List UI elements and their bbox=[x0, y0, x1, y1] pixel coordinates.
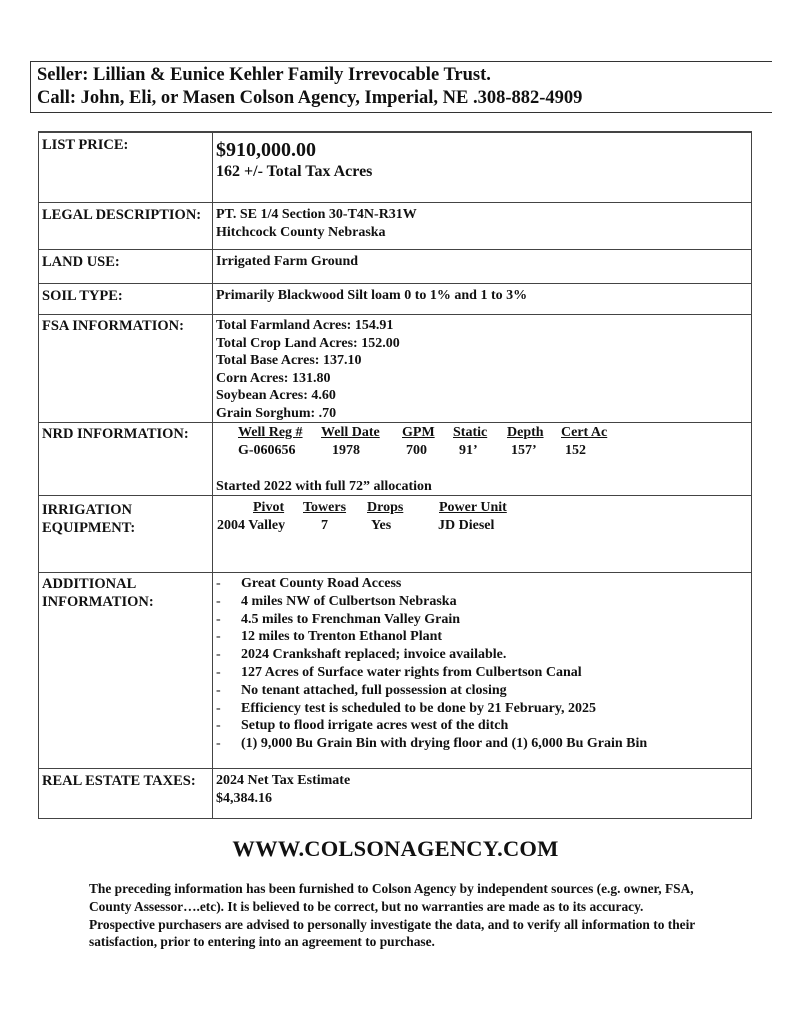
fsa-line: Total Crop Land Acres: 152.00 bbox=[216, 335, 400, 351]
nrd-header-well-reg: Well Reg # bbox=[238, 425, 303, 440]
taxes-label: REAL ESTATE TAXES: bbox=[42, 773, 196, 789]
nrd-depth: 157’ bbox=[511, 443, 537, 458]
nrd-header-cert-ac: Cert Ac bbox=[561, 425, 608, 440]
taxes-line-1: 2024 Net Tax Estimate bbox=[216, 773, 351, 788]
list-item: - 4 miles NW of Culbertson Nebraska bbox=[213, 593, 647, 611]
total-acres: 162 +/- Total Tax Acres bbox=[216, 163, 373, 180]
list-item: - (1) 9,000 Bu Grain Bin with drying floor and (1) 6,000 Bu Grain Bin bbox=[213, 735, 647, 753]
irrigation-pivot: 2004 Valley bbox=[217, 518, 286, 533]
soil-value: Primarily Blackwood Silt loam 0 to 1% and 1 to 3% bbox=[216, 288, 528, 303]
irrigation-header-drops: Drops bbox=[367, 500, 404, 515]
irrigation-label-2: EQUIPMENT: bbox=[42, 520, 136, 536]
legal-label: LEGAL DESCRIPTION: bbox=[42, 207, 202, 223]
list-item: - 12 miles to Trenton Ethanol Plant bbox=[213, 628, 647, 646]
row-list-price bbox=[39, 132, 751, 203]
disclaimer: The preceding information has been furnished to Colson Agency by independent sources (e.g. owner, FSA, County Assessor….etc). It is believed to be correct, but no warranties are made as to its accuracy. Prospective purchasers are advised to personally investigate the data, and to verify all information to their satisfaction, prior to entering into an agreement to purchase. bbox=[89, 881, 696, 950]
row-additional bbox=[39, 572, 751, 769]
fsa-label: FSA INFORMATION: bbox=[42, 318, 184, 334]
irrigation-header-towers: Towers bbox=[303, 500, 347, 515]
legal-line-1: PT. SE 1/4 Section 30-T4N-R31W bbox=[216, 207, 417, 222]
website-url: WWW.COLSONAGENCY.COM bbox=[232, 836, 559, 861]
call-line: Call: John, Eli, or Masen Colson Agency, Imperial, NE .308-882-4909 bbox=[37, 88, 583, 108]
list-price-label: LIST PRICE: bbox=[42, 137, 129, 153]
additional-list bbox=[213, 575, 647, 753]
list-item: - 2024 Crankshaft replaced; invoice available. bbox=[213, 646, 647, 664]
list-item: - 4.5 miles to Frenchman Valley Grain bbox=[213, 611, 647, 629]
fsa-line: Grain Sorghum: .70 bbox=[216, 406, 337, 421]
nrd-label: NRD INFORMATION: bbox=[42, 426, 189, 442]
fsa-line: Corn Acres: 131.80 bbox=[216, 370, 331, 386]
nrd-header-depth: Depth bbox=[507, 425, 544, 440]
listing-table bbox=[38, 131, 752, 819]
row-taxes bbox=[39, 768, 751, 819]
fsa-line: Total Base Acres: 137.10 bbox=[216, 353, 362, 369]
nrd-static: 91’ bbox=[459, 443, 478, 458]
irrigation-label-1: IRRIGATION bbox=[42, 502, 132, 518]
list-item: - 127 Acres of Surface water rights from Culbertson Canal bbox=[213, 664, 647, 682]
list-item: - Efficiency test is scheduled to be done by 21 February, 2025 bbox=[213, 700, 647, 718]
row-fsa bbox=[39, 314, 751, 423]
irrigation-drops: Yes bbox=[371, 518, 392, 533]
nrd-header-static: Static bbox=[453, 425, 488, 440]
land-use-label: LAND USE: bbox=[42, 254, 120, 270]
land-use-value: Irrigated Farm Ground bbox=[216, 254, 359, 269]
nrd-well-reg: G-060656 bbox=[238, 443, 296, 458]
list-price-value: $910,000.00 bbox=[216, 139, 316, 161]
nrd-header-well-date: Well Date bbox=[321, 425, 380, 440]
list-item: - Setup to flood irrigate acres west of the ditch bbox=[213, 717, 647, 735]
seller-line: Seller: Lillian & Eunice Kehler Family Irrevocable Trust. bbox=[37, 65, 491, 85]
taxes-amount: $4,384.16 bbox=[216, 791, 272, 806]
row-nrd bbox=[39, 422, 751, 496]
list-item: - Great County Road Access bbox=[213, 575, 647, 593]
irrigation-towers: 7 bbox=[321, 518, 328, 533]
irrigation-header-pivot: Pivot bbox=[253, 500, 285, 515]
row-legal bbox=[39, 202, 751, 250]
row-land-use bbox=[39, 249, 751, 284]
nrd-header-gpm: GPM bbox=[402, 425, 435, 440]
irrigation-power-unit: JD Diesel bbox=[438, 518, 495, 533]
row-irrigation bbox=[39, 495, 751, 573]
nrd-gpm: 700 bbox=[406, 443, 427, 458]
fsa-line: Total Farmland Acres: 154.91 bbox=[216, 318, 394, 333]
soil-label: SOIL TYPE: bbox=[42, 288, 123, 304]
fsa-line: Soybean Acres: 4.60 bbox=[216, 388, 336, 404]
irrigation-header-power-unit: Power Unit bbox=[439, 500, 507, 515]
nrd-cert-ac: 152 bbox=[565, 443, 586, 458]
legal-line-2: Hitchcock County Nebraska bbox=[216, 225, 386, 240]
seller-header bbox=[30, 61, 772, 113]
nrd-well-date: 1978 bbox=[332, 443, 360, 458]
additional-label-2: INFORMATION: bbox=[42, 594, 154, 610]
additional-label-1: ADDITIONAL bbox=[42, 576, 137, 592]
row-soil bbox=[39, 283, 751, 315]
nrd-allocation-note: Started 2022 with full 72” allocation bbox=[216, 479, 432, 494]
list-item: - No tenant attached, full possession at closing bbox=[213, 682, 647, 700]
